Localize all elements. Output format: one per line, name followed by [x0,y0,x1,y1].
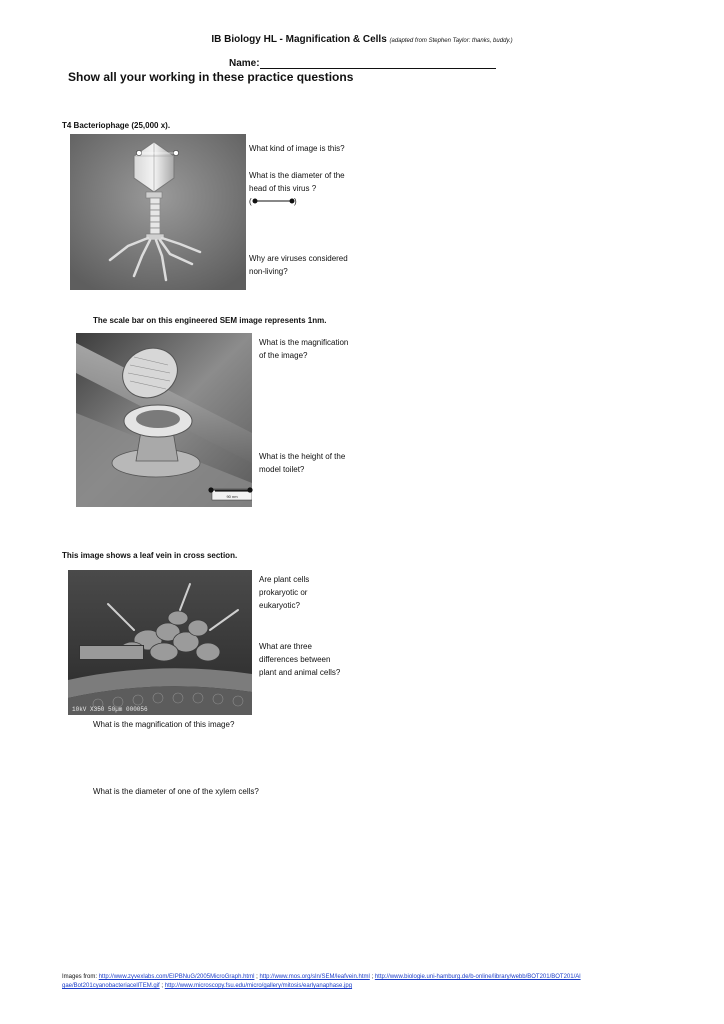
scale-bar-virus [249,195,299,207]
section1-label: T4 Bacteriophage (25,000 x). [62,121,171,130]
section1-q1: What kind of image is this? [249,144,345,153]
section3-q4: What is the diameter of one of the xylem cells? [93,787,259,796]
bacteriophage-photo [70,134,246,290]
footer-sep-2: ; [369,974,375,980]
section2-q1: What is the magnification of the image? [259,338,349,360]
name-field[interactable] [229,58,496,69]
page-title [0,34,724,45]
footer-prefix: Images from: [62,974,99,980]
scale-marker [206,485,254,495]
sem-info: 10kV X350 50µm 000056 [72,706,148,713]
section3-q2: What are three differences between plant and animal cells? [259,642,341,677]
section1-q3: Why are viruses considered non-living? [249,254,348,276]
scale-text: 90 nm [226,494,238,499]
name-label: Name: [229,58,260,69]
footer-link-3[interactable]: http://www.biologie.uni-hamburg.de/b-online/library/webb/BOT201/BOT201/Algae/Bot201cyanobacteriacellTEM.gif [62,974,581,989]
instruction-heading: Show all your working in these practice questions [68,70,354,84]
bracket-close: ) [294,197,297,206]
leaf-vein-photo [68,570,252,715]
section3-q1: Are plant cells prokaryotic or eukaryotic? [259,575,310,610]
footer-link-1[interactable]: http://www.zyvexlabs.com/EIPBNuG/2005MicroGraph.html [98,974,255,980]
footer-sep-3: ; [159,983,165,989]
footer-sep-1: ; [254,974,260,980]
section1-q2: What is the diameter of the head of this virus ? [249,171,345,193]
name-line[interactable] [260,58,496,69]
footer-link-2[interactable]: http://www.mos.org/sln/SEM/leafvein.html [259,974,370,980]
redaction-box [79,645,144,660]
section2-q2: What is the height of the model toilet? [259,452,346,474]
bracket-open: ( [249,197,252,206]
section3-q3: What is the magnification of this image? [93,720,235,729]
sem-toilet-photo [76,333,252,507]
section2-label: The scale bar on this engineered SEM image represents 1nm. [93,316,327,325]
section3-label: This image shows a leaf vein in cross section. [62,551,238,560]
footer-credits [62,973,582,991]
title-note: (adapted from Stephen Taylor: thanks, buddy.) [389,38,513,44]
footer-link-4[interactable]: http://www.microscopy.fsu.edu/micro/gallery/mitosis/earlyanaphase.jpg [164,983,353,989]
title-text: IB Biology HL - Magnification & Cells [211,34,387,45]
